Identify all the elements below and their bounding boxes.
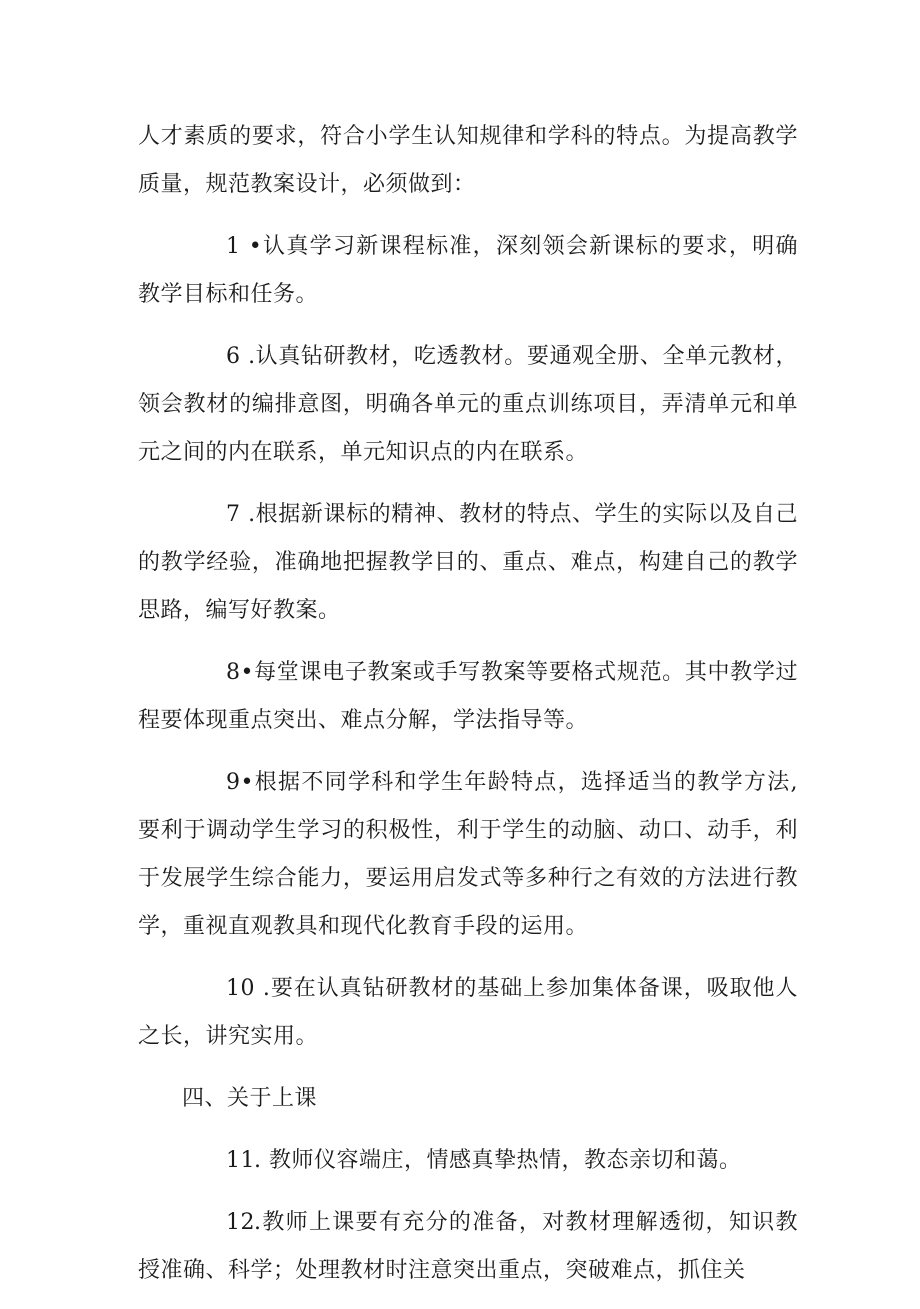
item-number: 7 (226, 502, 241, 527)
item-text: .认真钻研教材，吃透教材。要通观全册、全单元教材，领会教材的编排意图，明确各单元的重点训练项目，弄清单元和单元之间的内在联系，单元知识点的内在联系。 (138, 344, 798, 465)
item-text: .要在认真钻研教材的基础上参加集体备课，吸取他人之长，讲究实用。 (138, 976, 798, 1049)
paragraph-text: 人才素质的要求，符合小学生认知规律和学科的特点。为提高教学质量，规范教案设计，必须做到： (138, 124, 798, 197)
item-number: 12 (226, 1210, 255, 1235)
paragraph-continuation (138, 113, 798, 209)
list-item-9 (138, 759, 798, 951)
list-item-6 (138, 333, 798, 477)
document-body (138, 113, 798, 1309)
list-item-11 (138, 1137, 798, 1185)
item-number: 6 (226, 344, 241, 369)
list-item-7 (138, 491, 798, 635)
item-text: •认真学习新课程标准，深刻领会新课标的要求，明确教学目标和任务。 (138, 234, 798, 307)
list-item-10 (138, 965, 798, 1061)
section-heading-text: 四、关于上课 (182, 1086, 318, 1111)
list-item-8 (138, 649, 798, 745)
item-number: 10 (226, 976, 255, 1001)
item-text: .根据新课标的精神、教材的特点、学生的实际以及自己的教学经验，准确地把握教学目的、重点、难点，构建自己的教学思路，编写好教案。 (138, 502, 798, 623)
section-heading (138, 1075, 798, 1123)
list-item-12 (138, 1199, 798, 1295)
item-text: .教师上课要有充分的准备，对教材理解透彻，知识教授准确、科学；处理教材时注意突出重点，突破难点，抓住关 (138, 1210, 798, 1283)
item-text: •根据不同学科和学生年龄特点，选择适当的教学方法,要利于调动学生学习的积极性，利于学生的动脑、动口、动手，利于发展学生综合能力，要运用启发式等多种行之有效的方法进行教学，重视直观教具和现代化教育手段的运用。 (138, 770, 798, 939)
item-number: 1 (226, 234, 241, 259)
list-item-1 (138, 223, 798, 319)
item-number: 8 (226, 660, 241, 685)
item-text: . 教师仪容端庄，情感真挚热情，教态亲切和蔼。 (254, 1148, 742, 1173)
item-number: 9 (226, 770, 241, 795)
item-text: •每堂课电子教案或手写教案等要格式规范。其中教学过程要体现重点突出、难点分解，学法指导等。 (138, 660, 798, 733)
item-number: 11 (226, 1148, 255, 1173)
